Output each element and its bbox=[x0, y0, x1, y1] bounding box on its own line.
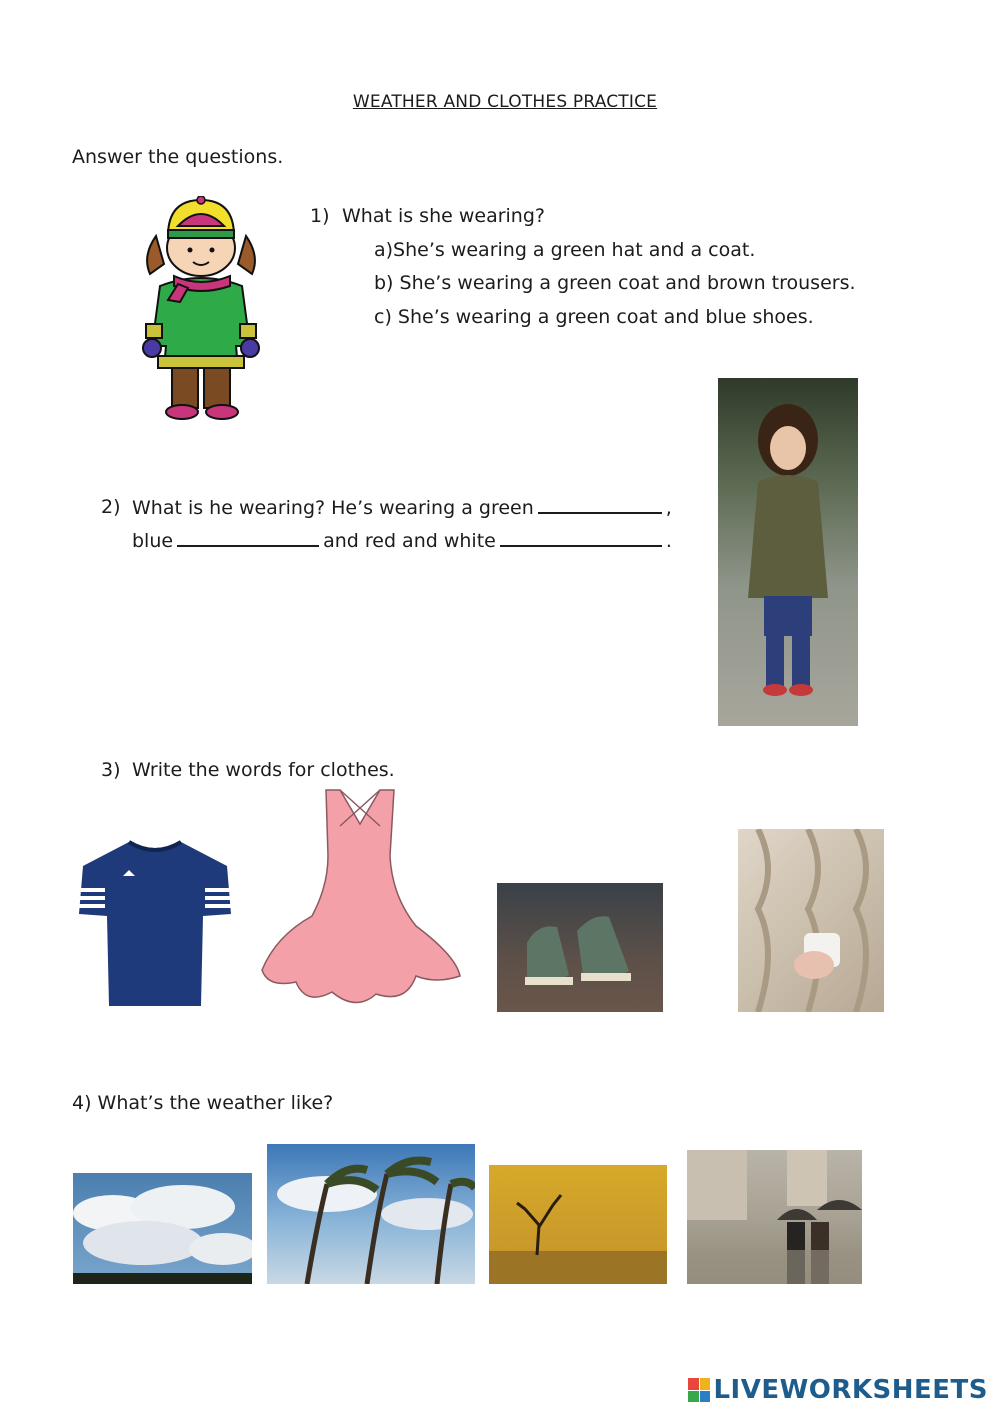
tshirt-image bbox=[77, 836, 233, 1011]
dress-image bbox=[256, 786, 464, 1012]
instruction-text: Answer the questions. bbox=[72, 146, 284, 168]
q2-blank-1[interactable] bbox=[538, 496, 662, 514]
logo-icon bbox=[688, 1378, 710, 1402]
boy-photo bbox=[718, 378, 858, 726]
rainy-street-painting bbox=[687, 1150, 862, 1284]
q1-option-a[interactable]: a)She’s wearing a green hat and a coat. bbox=[374, 239, 756, 261]
q1-option-c[interactable]: c) She’s wearing a green coat and blue shoes. bbox=[374, 306, 814, 328]
hot-dry-tree-photo bbox=[489, 1165, 667, 1284]
q3-number: 3) bbox=[101, 759, 121, 781]
worksheet-title: WEATHER AND CLOTHES PRACTICE bbox=[352, 92, 658, 112]
q2-line2-end: . bbox=[665, 530, 672, 552]
q2-line1-text: What is he wearing? He’s wearing a green bbox=[132, 497, 534, 519]
q3-text: Write the words for clothes. bbox=[132, 759, 395, 781]
windy-palms-photo bbox=[267, 1144, 475, 1284]
q2-blank-2[interactable] bbox=[177, 529, 319, 547]
q2-line2 bbox=[132, 529, 672, 552]
q2-line2-start: blue bbox=[132, 530, 174, 552]
sweater-photo bbox=[738, 829, 884, 1012]
q2-blank-3[interactable] bbox=[500, 529, 662, 547]
q2-line1 bbox=[132, 496, 672, 519]
liveworksheets-logo bbox=[688, 1375, 988, 1405]
q1-option-b[interactable]: b) She’s wearing a green coat and brown trousers. bbox=[374, 272, 856, 294]
q2-line1-end: , bbox=[665, 497, 672, 519]
boots-photo bbox=[497, 883, 663, 1012]
cloudy-sky-photo bbox=[73, 1173, 252, 1284]
q1-question: What is she wearing? bbox=[342, 205, 545, 227]
q2-number: 2) bbox=[101, 496, 121, 518]
girl-winter-illustration bbox=[138, 196, 264, 424]
q1-number: 1) bbox=[310, 205, 330, 227]
q4-text: 4) What’s the weather like? bbox=[72, 1092, 334, 1114]
q2-line2-mid: and red and white bbox=[323, 530, 496, 552]
logo-text: LIVEWORKSHEETS bbox=[713, 1375, 988, 1405]
